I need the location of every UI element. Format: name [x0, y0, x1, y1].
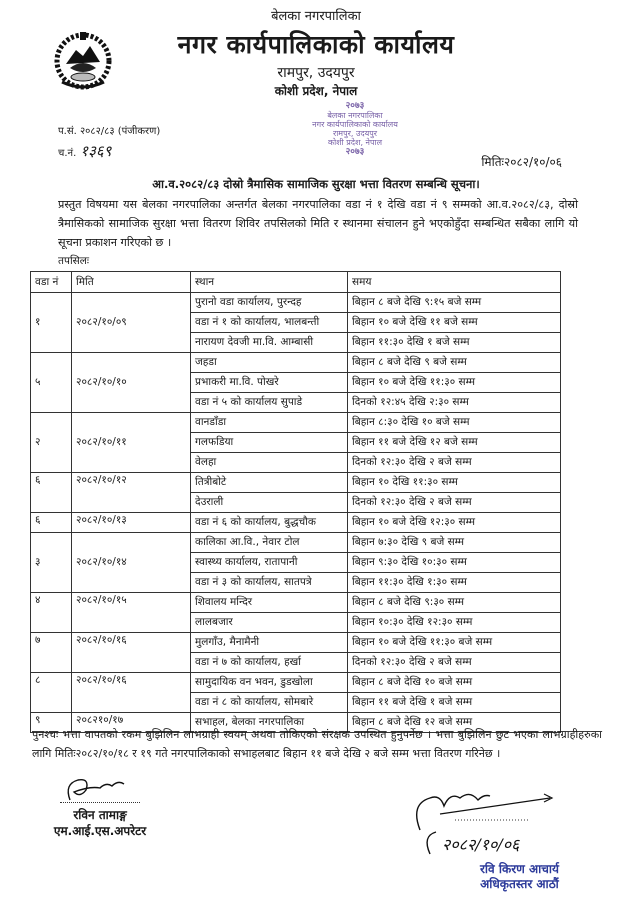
tapasil-label: तपसिलः — [58, 255, 90, 267]
table-row — [31, 533, 561, 553]
ward-cell: ६ — [31, 473, 72, 513]
notice-title: आ.व.२०८२/८३ दोस्रो त्रैमासिक सामाजिक सुरक्षा भत्ता वितरण सम्बन्धि सूचना। — [152, 177, 480, 191]
signature-block-right — [400, 790, 600, 905]
place-cell: सभाहल, बेलका नगरपालिका — [191, 713, 348, 733]
date-cell: २०८२/१०/१३ — [72, 513, 191, 533]
time-cell: दिनको १२:३० देखि २ बजे सम्म — [348, 653, 561, 673]
stamp-line-2: नगर कार्यपालिकाको कार्यालय — [312, 120, 398, 129]
place-cell: जहडा — [191, 353, 348, 373]
place-cell: देउराली — [191, 493, 348, 513]
table-row — [31, 633, 561, 653]
date-cell: २०८२/१०/१६ — [72, 673, 191, 713]
place-cell: वडा नं ८ को कार्यालय, सोमबारे — [191, 693, 348, 713]
header-ward: वडा नं — [31, 272, 72, 293]
place-cell: तित्रीबोटे — [191, 473, 348, 493]
table-row — [31, 673, 561, 693]
signatory-left-name: रविन तामाङ्ग — [73, 808, 127, 822]
time-cell: दिनको १२:३० देखि २ बजे सम्म — [348, 453, 561, 473]
header-date: मिति — [72, 272, 191, 293]
municipality-name: बेलका नगरपालिका — [271, 9, 361, 24]
place-cell: सामुदायिक वन भवन, डुडखोला — [191, 673, 348, 693]
ward-cell: ५ — [31, 353, 72, 413]
time-cell: बिहान ८:३० देखि १० बजे सम्म — [348, 413, 561, 433]
time-cell: बिहान १० देखि ११:३० सम्म — [348, 473, 561, 493]
date-cell: २०८२/१०/१२ — [72, 473, 191, 513]
place-cell: वानडाँडा — [191, 413, 348, 433]
date-cell: २०८२१०/१७ — [72, 713, 191, 733]
place-cell: वडा नं ३ को कार्यालय, सातपत्रे — [191, 573, 348, 593]
office-seal-stamp — [300, 101, 410, 157]
stamp-year-top: २०७३ — [345, 101, 365, 111]
table-row — [31, 513, 561, 533]
signatory-left-role: एम.आई.एस.अपरेटर — [53, 824, 147, 838]
officer-name-stamp — [480, 862, 559, 892]
place-cell: लालबजार — [191, 613, 348, 633]
header-time: समय — [348, 272, 561, 293]
chalani-label: च.नं. — [58, 148, 77, 159]
time-cell: बिहान ८ बजे देखि ९:१५ बजे सम्म — [348, 293, 561, 313]
table-header-row — [31, 272, 561, 293]
place-cell: पुरानो वडा कार्यालय, पुरन्दह — [191, 293, 348, 313]
notice-date: मितिः२०८२/१०/०६ — [481, 155, 562, 169]
time-cell: बिहान ८ बजे देखि १२ बजे सम्म — [348, 713, 561, 733]
handwritten-date: २०८२/१०/०६ — [442, 835, 520, 854]
patra-sankhya: प.सं. २०८२/८३ (पंजीकरण) — [58, 126, 161, 137]
time-cell: बिहान १० बजे देखि १२:३० सम्म — [348, 513, 561, 533]
place-cell: वडा नं १ को कार्यालय, भालबन्ती — [191, 313, 348, 333]
place-cell: वेलहा — [191, 453, 348, 473]
stamp-line-3: रामपुर, उदयपुर — [332, 129, 378, 138]
signature-line — [60, 788, 140, 803]
stamp-year-bottom: २०७३ — [345, 147, 365, 157]
ward-cell: ६ — [31, 513, 72, 533]
distribution-schedule-table — [30, 271, 561, 733]
footnote: पुनश्चः भत्ता वापतको रकम बुझिलिन लाभग्राही स्वयम् अथवा तोकिएको संरक्षक उपस्थित हुनुपर्नेछ । भत्ता बुझिलिन छुट भएका लाभग्राहीहरुका लागि मितिः२०८२/१०/१८ र १९ गते नगरपालिकाको सभाहलबाट बिहान ११ बजे देखि २ बजे सम्म भत्ता वितरण गरिनेछ । — [32, 728, 602, 760]
table-row — [31, 413, 561, 433]
chalani-value: १३६९ — [80, 142, 112, 160]
ward-cell: ४ — [31, 593, 72, 633]
place-cell: वडा नं ६ को कार्यालय, बुद्धचौक — [191, 513, 348, 533]
ward-cell: ९ — [31, 713, 72, 733]
stamp-line-1: बेलका नगरपालिका — [327, 111, 383, 120]
ward-cell: २ — [31, 413, 72, 473]
place-cell: नारायण देवजी मा.वि. आम्बासी — [191, 333, 348, 353]
ward-cell: १ — [31, 293, 72, 353]
handwritten-signature-right — [400, 790, 600, 860]
time-cell: बिहान १० बजे देखि ११:३० बजे सम्म — [348, 633, 561, 653]
table-body — [31, 293, 561, 733]
time-cell: बिहान ८ बजे देखि ९ बजे सम्म — [348, 353, 561, 373]
date-cell: २०८२/१०/१५ — [72, 593, 191, 633]
ward-cell: ३ — [31, 533, 72, 593]
office-province: कोशी प्रदेश, नेपाल — [274, 84, 358, 98]
officer-stamp-role: अधिकृतस्तर आठौं — [480, 877, 559, 891]
time-cell: बिहान ११:३० देखि १:३० सम्म — [348, 573, 561, 593]
date-cell: २०८२/१०/१४ — [72, 533, 191, 593]
ward-cell: ७ — [31, 633, 72, 673]
place-cell: मुलगाँउ, मैनामैनी — [191, 633, 348, 653]
time-cell: बिहान ११:३० देखि १ बजे सम्म — [348, 333, 561, 353]
time-cell: बिहान ११ बजे देखि १ बजे सम्म — [348, 693, 561, 713]
place-cell: गलफडिया — [191, 433, 348, 453]
chalani-number — [58, 142, 111, 163]
date-cell: २०८२/१०/११ — [72, 413, 191, 473]
time-cell: बिहान १०:३० देखि १२:३० सम्म — [348, 613, 561, 633]
date-cell: २०८२/१०/०९ — [72, 293, 191, 353]
table-row — [31, 593, 561, 613]
table-row — [31, 473, 561, 493]
time-cell: बिहान १० बजे देखि ११:३० सम्म — [348, 373, 561, 393]
date-cell: २०८२/१०/१० — [72, 353, 191, 413]
time-cell: बिहान ८ बजे देखि ९:३० सम्म — [348, 593, 561, 613]
signature-block-left — [40, 788, 160, 839]
office-title: नगर कार्यपालिकाको कार्यालय — [177, 30, 455, 59]
place-cell: प्रभाकरी मा.वि. पोखरे — [191, 373, 348, 393]
ward-cell: ८ — [31, 673, 72, 713]
date-cell: २०८२/१०/१६ — [72, 633, 191, 673]
place-cell: वडा नं ७ को कार्यालय, हर्खा — [191, 653, 348, 673]
table-row — [31, 293, 561, 313]
officer-stamp-name: रवि किरण आचार्य — [480, 862, 559, 876]
stamp-line-4: कोशी प्रदेश, नेपाल — [327, 138, 383, 147]
time-cell: बिहान ७:३० देखि ९ बजे सम्म — [348, 533, 561, 553]
time-cell: दिनको १२:३० देखि २ बजे सम्म — [348, 493, 561, 513]
time-cell: बिहान ९:३० देखि १०:३० सम्म — [348, 553, 561, 573]
place-cell: वडा नं ५ को कार्यालय सुपाडे — [191, 393, 348, 413]
handwritten-signature-left — [60, 774, 150, 804]
time-cell: बिहान १० बजे देखि ११ बजे सम्म — [348, 313, 561, 333]
header-place: स्थान — [191, 272, 348, 293]
notice-body: प्रस्तुत विषयमा यस बेलका नगरपालिका अन्तर्गत बेलका नगरपालिका वडा नं १ देखि वडा नं ९ सम्मको आ.व.२०८२/८३, दोस्रो त्रैमासिकको सामाजिक सुरक्षा भत्ता वितरण शिविर तपसिलको मिति र स्थानमा संचालन हुने भएकोहुँदा सम्बन्धित सबैका लागि यो सूचना प्रकाशन गरिएको छ । — [58, 198, 578, 249]
place-cell: शिवालय मन्दिर — [191, 593, 348, 613]
time-cell: बिहान ११ बजे देखि १२ बजे सम्म — [348, 433, 561, 453]
place-cell: स्वास्थ्य कार्यालय, रातापानी — [191, 553, 348, 573]
office-address: रामपुर, उदयपुर — [277, 65, 355, 81]
time-cell: दिनको १२:४५ देखि २:३० सम्म — [348, 393, 561, 413]
place-cell: कालिका आ.वि., नेवार टोल — [191, 533, 348, 553]
table-row — [31, 353, 561, 373]
time-cell: बिहान ८ बजे देखि १० बजे सम्म — [348, 673, 561, 693]
